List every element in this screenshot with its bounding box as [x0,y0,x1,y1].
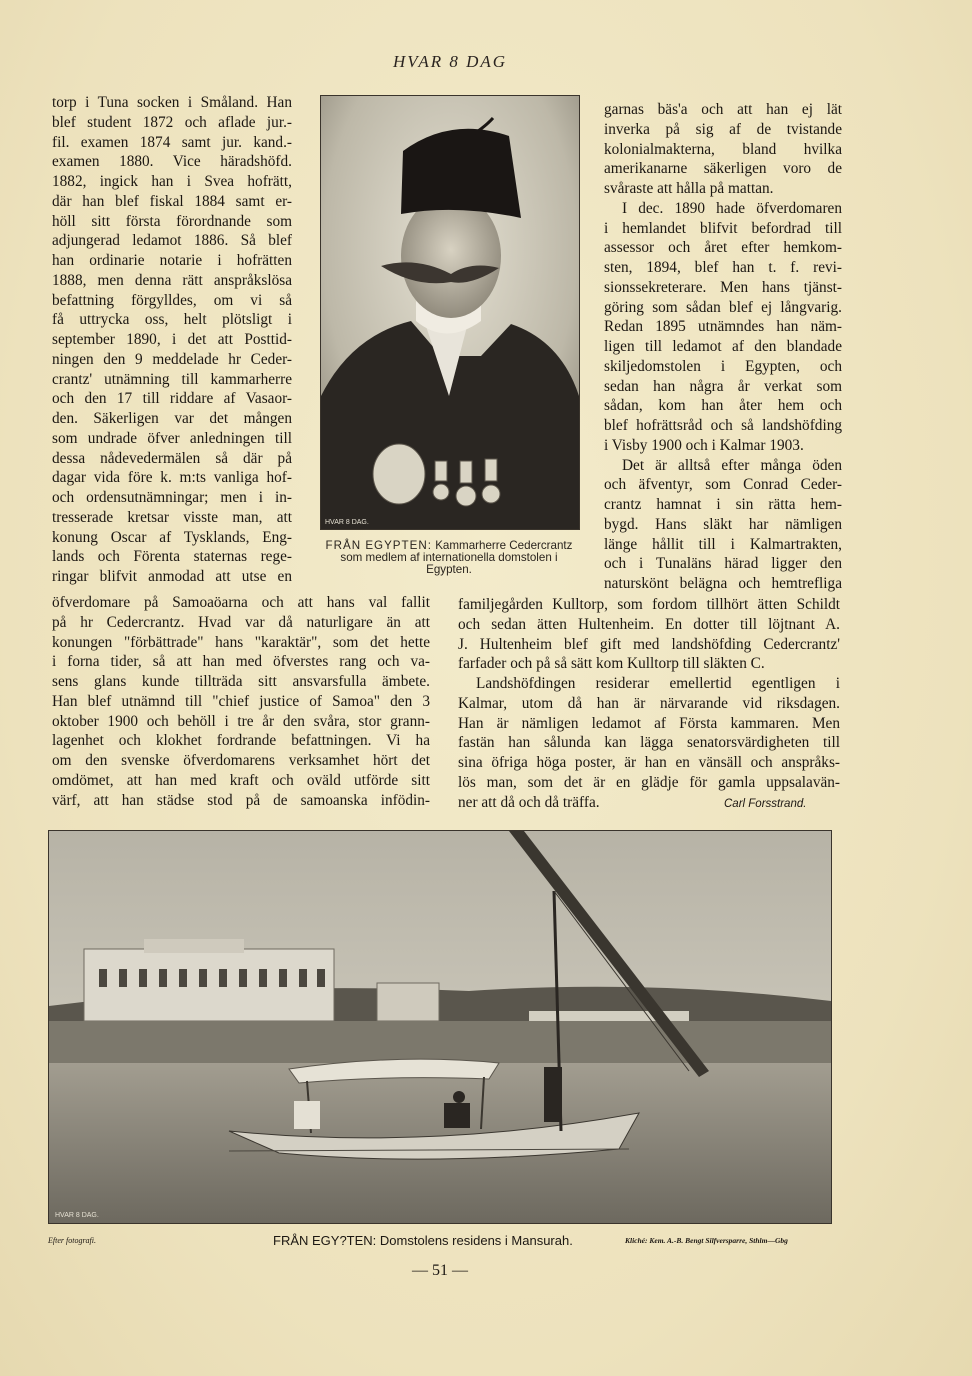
text-line: som undrade öfver anledningen till [52,429,292,447]
magazine-header: HVAR 8 DAG [392,52,508,71]
text-line: sedan han några år verkat som [604,377,842,395]
text-line: ner att då och då träffa. [458,793,600,811]
text-line: sens glans kunde tillträda sitt ansvarsfulla ämbete. [52,673,430,690]
text-line: ligen till ledamot af den blandade [604,338,842,355]
portrait-caption-text: Kammarherre Cedercrantz som medlem af internationella domstolen i Egypten. [340,539,573,576]
text-line: amerikanarne säkerligen voro de [604,160,842,178]
text-line: tresserade kretsar visste man, att [52,508,292,526]
page-number: — 51 — [412,1262,468,1279]
text-line: sten, 1894, blef han t. f. revi- [604,259,842,276]
text-line: och äfventyr, som Conrad Ceder- [604,476,842,494]
text-line: examen 1880. Vice häradshöfd. [52,153,292,171]
text-line: den. Säkerligen var det mången [52,410,292,427]
text-line: omdömet, att han med kraft och oväld utförde sitt [52,771,430,789]
text-line: öfverdomare på Samoaöarna och att hans val fallit [52,594,430,611]
text-line: och sedan ätten Hultenheim. En dotter till löjtnant A. [458,615,840,633]
text-line: fil. examen 1874 samt jur. kand.- [52,133,292,151]
boat-photo-caption: FRÅN EGY?TEN: Domstolens residens i Mansurah. [273,1233,573,1248]
text-line: om den svenske öfverdomarens verksamhet hört det [52,752,430,769]
text-line: värf, att han städse stod på de samoanska infödin- [52,791,430,809]
text-line: crantz hamnat i sin rätta hem- [604,496,842,513]
text-line: konung Oscar af Tysklands, Eng- [52,528,292,546]
text-line: i Visby 1900 och i Kalmar 1903. [604,436,804,454]
text-line: naturskönt belägna och hemtrefliga [604,575,842,592]
text-line: göring som sådan blef ej långvarig. [604,298,842,316]
text-line: inverka på sig af de tvistande [604,120,842,138]
text-line: dessa nådevedermälen så där på [52,449,292,467]
text-line: han ordinarie notarie i hofrätten [52,252,292,269]
author-signature: Carl Forsstrand. [724,798,807,810]
text-line: lands och Förenta staternas rege- [52,548,292,566]
text-line: i hemlandet blifvit befordrad till [604,219,842,237]
portrait-watermark: HVAR 8 DAG. [325,519,369,526]
text-line: sionssekreterare. Men hans tjänst- [604,278,842,296]
text-line: 1882, ingick han i Svea hofrätt, [52,173,292,190]
text-line: svåraste att hålla på mattan. [604,180,774,197]
text-line: oktober 1900 och behöll i tre år den svåra, stor grann- [52,712,430,730]
text-line: ningen den 9 meddelade hr Ceder- [52,350,292,368]
text-line: och ordensutnämningar; men i in- [52,489,292,506]
text-line: bygd. Hans släkt har nämligen [604,515,842,533]
text-line: få uttrycka oss, helt plötsligt i [52,311,292,329]
text-line: september 1890, i det att Posttid- [52,331,292,348]
text-line: Han blef utnämnd till "chief justice of Samoa" den 3 [52,692,430,710]
text-line: farfader och på så sätt kom Kulltorp till släkten C. [458,655,765,673]
text-line: fastän han sålunda kan lägga senatorsvärdigheten till [458,734,840,752]
text-column-right-bottom [458,595,840,812]
text-line: dagar vida före k. m:ts vanliga hof- [52,469,292,487]
text-line: blef hofrättsråd och så landshöfding [604,417,842,434]
portrait-photo [320,95,580,530]
text-line: Det är alltså efter många öden [622,456,842,474]
text-line: befattning förgylldes, om vi så [52,291,292,309]
text-line: där han blef fiskal 1884 samt er- [52,192,292,210]
text-column-left-bottom [52,593,430,810]
text-column-right-top [604,100,842,594]
text-line: sina öfriga höga poster, är han en vänsäll och anspråks- [458,754,840,771]
engraver-credit: Kliché: Kem. A.-B. Bengt Silfversparre, Sthlm—Gbg [625,1236,788,1245]
text-line: Kalmar, utom då han är närvarande vid riksdagen. [458,694,840,712]
text-line: skiljedomstolen i Egypten, och [604,357,842,375]
text-line: J. Hultenheim blef gift med landshöfding Cedercrantz' [458,635,840,653]
text-line: och i Tunaläns härad ligger den [604,555,842,573]
portrait-caption [316,540,582,576]
text-column-left-top [52,93,292,587]
text-line: sådan, kom han åter hem och [604,397,842,415]
text-line: lagenhet och klokhet fordrande befattningen. Vi ha [52,732,430,750]
portrait-caption-lead: FRÅN EGYPTEN: [325,539,432,552]
photo-credit: Efter fotografi. [48,1236,96,1245]
text-line: Redan 1895 utnämndes han näm- [604,318,842,336]
text-line: på hr Cedercrantz. Hvad var då naturligare än att [52,613,430,631]
text-line: 1888, men denna rätt anspråkslösa [52,271,292,289]
text-line: I dec. 1890 hade öfverdomaren [622,199,842,217]
boat-photo [48,830,832,1224]
text-line: i forna tider, så att han med öfverstes rang och va- [52,653,430,671]
text-line: Landshöfdingen residerar emellertid egentligen i [476,675,840,692]
text-line: konungen "förbättrade" hans "karaktär", som det hette [52,633,430,651]
text-line: kolonialmakterna, bland hvilka [604,140,842,158]
text-line: blef student 1872 och aflade jur.- [52,113,292,131]
text-line: familjegården Kulltorp, som fordom tillhört ätten Schildt [458,596,840,613]
text-line: och den 17 till riddare af Vasaor- [52,390,292,408]
text-line: adjungerad ledamot 1886. Så blef [52,232,292,250]
text-line: länge hållit till i Kalmartrakten, [604,535,842,553]
text-line: assessor och året efter hemkom- [604,239,842,257]
text-line: lös man, som det är en glädje för gamla uppsalavän- [458,773,840,791]
boat-photo-watermark: HVAR 8 DAG. [55,1212,99,1219]
text-line: Han är nämligen ledamot af Första kammaren. Men [458,714,840,732]
text-line: ringar blifvit anmodad att utse en [52,568,292,585]
text-line: garnas bäs'a och att han ej lät [604,101,842,118]
text-line: crantz' utnämning till kammarherre [52,370,292,388]
text-line: höll sitt första förordnande som [52,212,292,230]
text-line: torp i Tuna socken i Småland. Han [52,94,292,111]
